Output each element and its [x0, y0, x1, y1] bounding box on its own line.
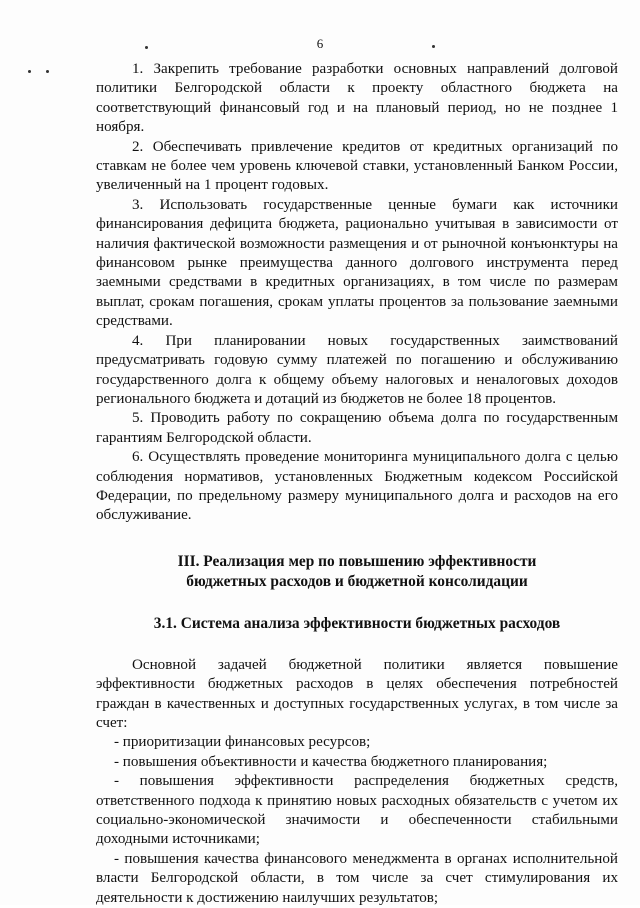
paragraph-item-2: 2. Обеспечивать привлечение кредитов от кредитных организаций по ставкам не более чем уровень ключевой ставки, установленный Банком России, увеличенный на 1 процент годовых.	[96, 138, 618, 194]
scan-mark	[432, 45, 435, 48]
document-body	[96, 60, 618, 908]
paragraph-item-1: 1. Закрепить требование разработки основных направлений долговой политики Белгородской области к проекту областного бюджета на соответствующий финансовый год и на плановый период, но не позднее 1 ноября.	[96, 61, 618, 136]
bullet-item-4: - повышения качества финансового менеджмента в органах исполнительной власти Белгородской области, в том числе за счет стимулирования их деятельности к достижению наилучших результатов;	[96, 850, 618, 906]
intro-paragraph: Основной задачей бюджетной политики является повышение эффективности бюджетных расходов в целях обеспечения потребностей граждан в качественных и доступных государственных услугах, в том числе за счет:	[96, 656, 618, 731]
paragraph-item-4: 4. При планировании новых государственных заимствований предусматривать годовую сумму платежей по погашению и обслуживанию государственного долга к общему объему налоговых и неналоговых доходов регионального бюджета и дотаций из бюджетов не более 18 процентов.	[96, 332, 618, 407]
section-heading-line-1: III. Реализация мер по повышению эффективности	[177, 552, 537, 570]
subsection-heading: 3.1. Система анализа эффективности бюджетных расходов	[153, 614, 561, 632]
bullet-item-2: - повышения объективности и качества бюджетного планирования;	[114, 753, 548, 770]
section-heading	[96, 552, 618, 592]
page-number: 6	[316, 36, 324, 51]
scan-mark	[28, 70, 31, 73]
bullet-item-1: - приоритизации финансовых ресурсов;	[114, 734, 371, 751]
scan-mark	[46, 70, 49, 73]
bullet-item-3: - повышения эффективности распределения бюджетных средств, ответственного подхода к принятию новых расходных обязательств с учетом их социально-экономической значимости и обеспеченности стабильными доходными источниками;	[96, 773, 618, 848]
section-heading-line-2: бюджетных расходов и бюджетной консолидации	[186, 572, 528, 590]
paragraph-item-6: 6. Осуществлять проведение мониторинга муниципального долга с целью соблюдения нормативов, установленных Бюджетным кодексом Российской Федерации, по предельному размеру муниципального долга и расходов на его обслуживание.	[96, 449, 618, 524]
paragraph-item-5: 5. Проводить работу по сокращению объема долга по государственным гарантиям Белгородской области.	[96, 410, 618, 446]
paragraph-item-3: 3. Использовать государственные ценные бумаги как источники финансирования дефицита бюджета, рационально учитывая в зависимости от наличия фактической возможности размещения и от рыночной конъюнктуры на финансовом рынке преимущества данного долгового инструмента перед заемными средствами в кредитных организациях, в том числе по размерам выплат, срокам погашения, срокам уплаты процентов за пользование заемными средствами.	[96, 196, 618, 330]
scan-mark	[145, 46, 148, 49]
